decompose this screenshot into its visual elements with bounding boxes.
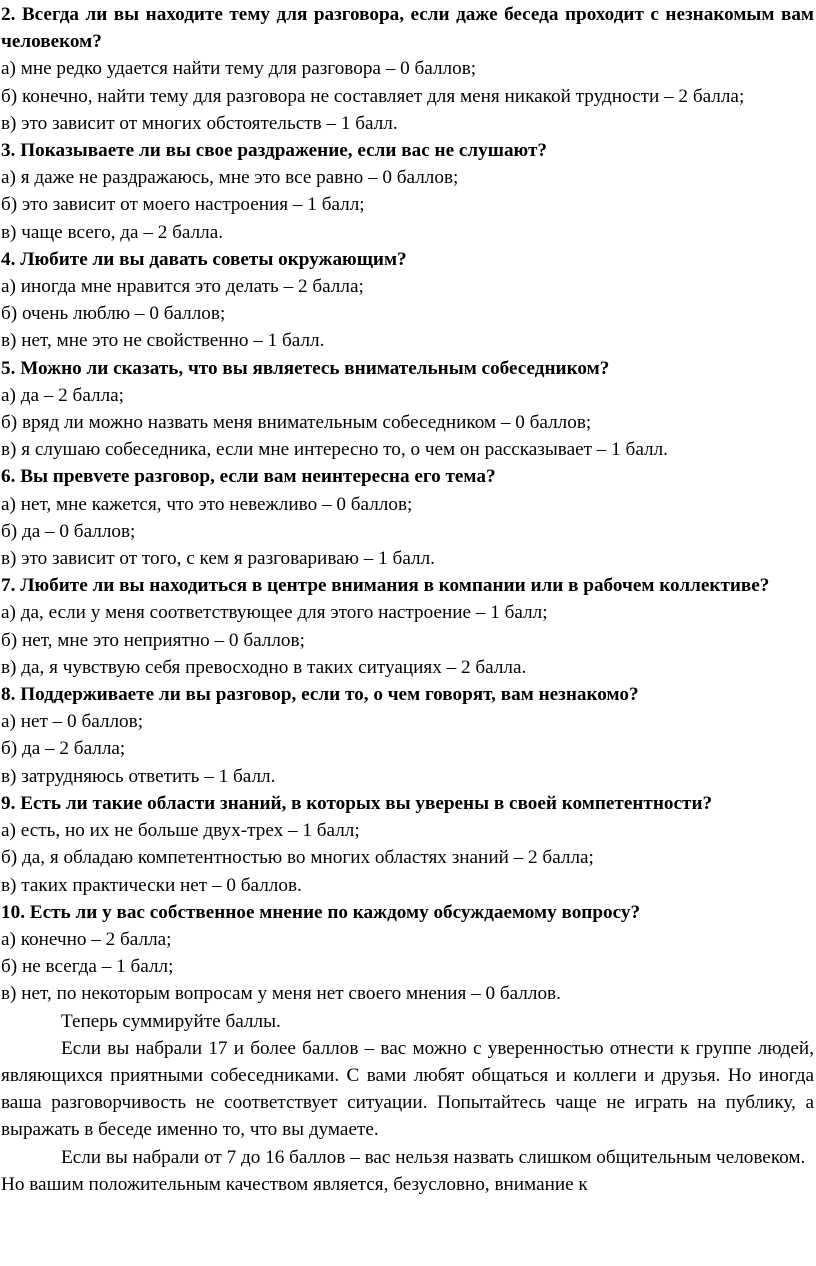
answer-option: а) нет, мне кажется, что это невежливо – 0 баллов; xyxy=(1,493,413,515)
question-text: 6. Вы превvете разговор, если вам неинтересна его тема? xyxy=(1,466,496,488)
answer-option: б) очень люблю – 0 баллов; xyxy=(1,303,226,325)
answer-option: б) не всегда – 1 балл; xyxy=(1,956,174,978)
question-text: 5. Можно ли сказать, что вы являетесь внимательным собеседником? xyxy=(1,357,610,379)
answer-option: а) мне редко удается найти тему для разговора – 0 баллов; xyxy=(1,58,477,80)
answer-option: а) конечно – 2 балла; xyxy=(1,928,172,950)
document-page xyxy=(0,1,816,1266)
result-paragraph-high: Если вы набрали 17 и более баллов – вас можно с уверенностью отнести к группе людей, являющихся приятными собеседниками. С вами любят общаться и коллеги и друзья. Но иногда ваша разговорчивость не соответствует ситуации. Попытайтесь чаще не играть на публику, а выражать в беседе именно то, что вы думаете. xyxy=(1,1037,814,1141)
question-2 xyxy=(1,1,814,137)
question-5 xyxy=(1,355,814,464)
answer-option: б) да – 2 балла; xyxy=(1,738,126,760)
result-paragraph-medium: Если вы набрали от 7 до 16 баллов – вас нельзя назвать слишком общительным человеком. Но вашим положительным качеством является, безусловно, внимание к xyxy=(1,1146,806,1195)
answer-option: в) я слушаю собеседника, если мне интересно то, о чем он рассказывает – 1 балл. xyxy=(1,439,668,461)
answer-option: б) вряд ли можно назвать меня внимательным собеседником – 0 баллов; xyxy=(1,412,592,434)
question-4 xyxy=(1,246,814,355)
instruction-paragraph: Теперь суммируйте баллы. xyxy=(61,1010,281,1032)
question-7 xyxy=(1,572,814,681)
answer-option: б) конечно, найти тему для разговора не составляет для меня никакой трудности – 2 балла; xyxy=(1,85,745,107)
answer-option: а) да, если у меня соответствующее для этого настроение – 1 балл; xyxy=(1,602,548,624)
answer-option: а) иногда мне нравится это делать – 2 балла; xyxy=(1,276,364,298)
answer-option: а) я даже не раздражаюсь, мне это все равно – 0 баллов; xyxy=(1,167,459,189)
question-8 xyxy=(1,681,814,790)
question-6 xyxy=(1,463,814,572)
answer-option: б) нет, мне это неприятно – 0 баллов; xyxy=(1,629,305,651)
question-text: 7. Любите ли вы находиться в центре внимания в компании или в рабочем коллективе? xyxy=(1,575,770,597)
answer-option: в) таких практически нет – 0 баллов. xyxy=(1,874,302,896)
answer-option: а) да – 2 балла; xyxy=(1,384,125,406)
question-9 xyxy=(1,790,814,899)
question-text: 8. Поддерживаете ли вы разговор, если то, о чем говорят, вам незнакомо? xyxy=(1,684,639,706)
answer-option: в) нет, по некоторым вопросам у меня нет своего мнения – 0 баллов. xyxy=(1,983,561,1005)
answer-option: а) есть, но их не больше двух-трех – 1 балл; xyxy=(1,820,360,842)
answer-option: б) да – 0 баллов; xyxy=(1,520,136,542)
question-text: 2. Всегда ли вы находите тему для разговора, если даже беседа проходит с незнакомым вам человеком? xyxy=(1,4,814,53)
question-text: 4. Любите ли вы давать советы окружающим? xyxy=(1,248,407,270)
answer-option: в) нет, мне это не свойственно – 1 балл. xyxy=(1,330,325,352)
answer-option: в) затрудняюсь ответить – 1 балл. xyxy=(1,765,276,787)
question-text: 10. Есть ли у вас собственное мнение по каждому обсуждаемому вопросу? xyxy=(1,901,641,923)
question-3 xyxy=(1,137,814,246)
answer-option: а) нет – 0 баллов; xyxy=(1,711,144,733)
question-text: 3. Показываете ли вы свое раздражение, если вас не слушают? xyxy=(1,140,547,162)
answer-option: б) это зависит от моего настроения – 1 балл; xyxy=(1,194,365,216)
answer-option: в) это зависит от того, с кем я разговариваю – 1 балл. xyxy=(1,548,435,570)
answer-option: в) это зависит от многих обстоятельств – 1 балл. xyxy=(1,112,398,134)
answer-option: в) да, я чувствую себя превосходно в таких ситуациях – 2 балла. xyxy=(1,656,527,678)
answer-option: в) чаще всего, да – 2 балла. xyxy=(1,221,224,243)
answer-option: б) да, я обладаю компетентностью во многих областях знаний – 2 балла; xyxy=(1,847,594,869)
question-10 xyxy=(1,899,814,1008)
question-text: 9. Есть ли такие области знаний, в которых вы уверены в своей компетентности? xyxy=(1,792,713,814)
